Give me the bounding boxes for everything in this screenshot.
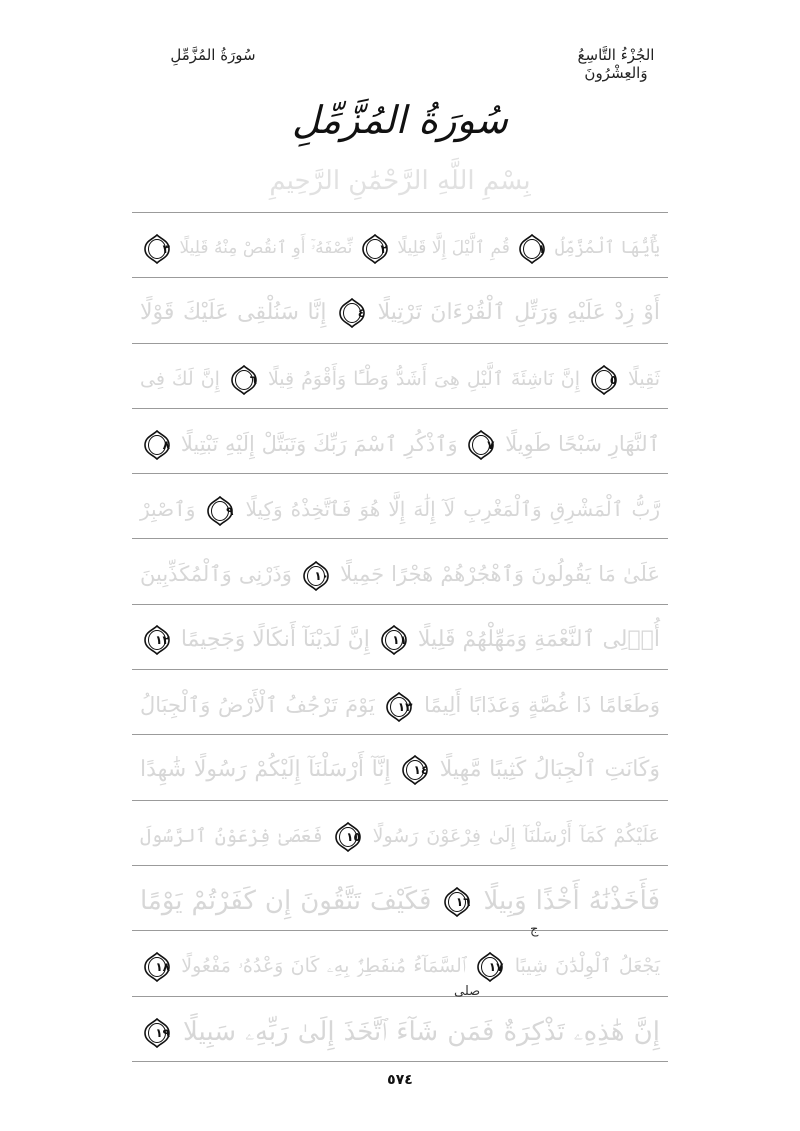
ayah-marker <box>339 298 365 328</box>
verse-text: إِنَّا سَنُلْقِى عَلَيْكَ قَوْلًا <box>140 300 327 326</box>
verse-text: ثَقِيلًا <box>628 367 660 390</box>
ayah-marker <box>386 692 412 722</box>
tracing-line <box>132 343 668 408</box>
ayah-number: ١٣ <box>397 699 413 714</box>
ayah-number: ١٠ <box>314 568 329 583</box>
verse-text: إِنَّ لَكَ فِى <box>140 367 220 390</box>
ayah-number: ٧ <box>487 438 495 453</box>
verse-text: يَوْمَ تَرْجُفُ ٱلْأَرْضُ وَٱلْجِبَالُ <box>140 693 375 718</box>
verse-line-text <box>140 623 660 657</box>
verse-text: فَكَيْفَ تَتَّقُونَ إِن كَفَرْتُمْ يَوْمًا <box>140 885 432 916</box>
tracing-line <box>132 538 668 603</box>
tracing-line <box>132 473 668 538</box>
tracing-line <box>132 930 668 995</box>
verse-text: إِنَّ نَاشِئَةَ ٱلَّيْلِ هِىَ أَشَدُّ وَطْـًٔا وَأَقْوَمُ قِيلًا <box>267 367 581 390</box>
ayah-number: ٨ <box>162 438 170 453</box>
tracing-line <box>132 734 668 799</box>
verse-text: عَلَيْكُمْ كَمَآ أَرْسَلْنَآ إِلَىٰ فِرْعَوْنَ رَسُولًا <box>372 824 660 847</box>
ayah-number: ٩ <box>226 503 234 518</box>
ayah-marker <box>303 561 329 591</box>
tracing-line <box>132 212 668 277</box>
page-number: ٥٧٤ <box>387 1072 413 1088</box>
pause-mark-jeem: ج <box>530 922 539 937</box>
verse-text: فَعَصَىٰ فِرْعَوْنُ ٱلرَّسُولَ <box>140 824 323 847</box>
tracing-line <box>132 800 668 865</box>
ayah-number: ١٢ <box>155 632 170 647</box>
ayah-number: ١٨ <box>155 960 170 975</box>
surah-title: سُورَةُ المُزَّمِّلِ <box>291 98 508 142</box>
verse-line-text <box>140 296 660 330</box>
ayah-number: ٢ <box>380 241 388 256</box>
tracing-line <box>132 669 668 734</box>
ayah-marker <box>381 625 407 655</box>
verse-line-text <box>140 427 660 461</box>
ayah-number: ٥ <box>609 372 618 387</box>
verse-text: فَأَخَذْنَٰهُ أَخْذًا وَبِيلًا <box>483 885 660 916</box>
verse-text: وَطَعَامًا ذَا غُصَّةٍ وَعَذَابًا أَلِيمًا <box>424 693 660 718</box>
verse-text: أُو۟لِى ٱلنَّعْمَةِ وَمَهِّلْهُمْ قَلِيلًا <box>417 626 660 652</box>
verse-text: وَٱصْبِرْ <box>140 497 196 522</box>
verse-line-text <box>140 819 660 853</box>
ayah-number: ١٤ <box>413 763 429 778</box>
ayah-number: ١ <box>538 241 546 256</box>
pause-mark-sili: صلى <box>454 984 481 999</box>
verse-line-text <box>140 231 660 265</box>
tracing-line <box>132 408 668 473</box>
verse-text: ٱلسَّمَآءُ مُنفَطِرٌۢ بِهِۦ كَانَ وَعْدُهُۥ مَفْعُولًا <box>181 955 467 978</box>
ayah-marker <box>231 365 257 395</box>
verse-line-text <box>140 884 660 918</box>
verse-text: إِنَّ لَدَيْنَآ أَنكَالًا وَجَحِيمًا <box>180 626 370 652</box>
ayah-number: ٣ <box>162 241 170 256</box>
surah-header: سُورَةُ المُزَّمِّلِ <box>170 46 256 64</box>
ayah-marker <box>335 822 361 852</box>
ayah-number: ١٥ <box>346 829 361 844</box>
ayah-marker <box>144 952 170 982</box>
ayah-number: ١٧ <box>488 960 504 975</box>
tracing-line <box>132 604 668 669</box>
verse-text: وَٱذْكُرِ ٱسْمَ رَبِّكَ وَتَبَتَّلْ إِلَيْهِ تَبْتِيلًا <box>180 431 458 456</box>
ayah-number: ٦ <box>249 372 257 387</box>
verse-line-text <box>140 557 660 591</box>
ayah-marker <box>144 1018 170 1048</box>
ayah-marker <box>591 365 617 395</box>
verse-line-text <box>140 362 660 396</box>
basmala: بِسْمِ اللَّهِ الرَّحْمَٰنِ الرَّحِيمِ <box>269 166 531 196</box>
ayah-marker <box>402 755 428 785</box>
verse-line-text <box>140 492 660 526</box>
ayah-marker <box>144 625 170 655</box>
ayah-number: ١٦ <box>455 894 471 909</box>
ayah-marker <box>207 496 233 526</box>
ayah-marker <box>144 430 170 460</box>
tracing-line <box>132 996 668 1062</box>
ayah-number: ١١ <box>392 632 407 647</box>
ayah-number: ١٩ <box>155 1025 170 1040</box>
ayah-marker <box>362 234 388 264</box>
verse-text: إِنَّآ أَرْسَلْنَآ إِلَيْكُمْ رَسُولًا شَٰهِدًا <box>140 757 391 783</box>
verse-text: إِنَّ هَٰذِهِۦ تَذْكِرَةٌ فَمَن شَآءَ ٱتَّخَذَ إِلَىٰ رَبِّهِۦ سَبِيلًا <box>183 1016 661 1047</box>
tracing-line <box>132 865 668 930</box>
tracing-line <box>132 277 668 342</box>
ayah-number: ٤ <box>357 306 366 321</box>
verse-text: نِّصْفَهُۥٓ أَوِ ٱنقُصْ مِنْهُ قَلِيلًا <box>179 238 353 258</box>
verse-line-text <box>140 949 660 983</box>
verse-text: عَلَىٰ مَا يَقُولُونَ وَٱهْجُرْهُمْ هَجْرًا جَمِيلًا <box>340 562 660 587</box>
verse-text: ٱلنَّهَارِ سَبْحًا طَوِيلًا <box>505 431 660 456</box>
verse-text: يَجْعَلُ ٱلْوِلْدَٰنَ شِيبًا <box>514 955 660 978</box>
verse-text: قُمِ ٱلَّيْلَ إِلَّا قَلِيلًا <box>397 238 510 258</box>
ayah-marker <box>444 887 470 917</box>
ayah-marker <box>477 952 503 982</box>
verse-text: وَذَرْنِى وَٱلْمُكَذِّبِينَ <box>140 562 292 587</box>
verse-text: وَكَانَتِ ٱلْجِبَالُ كَثِيبًا مَّهِيلًا <box>439 757 661 783</box>
verse-text: يَٰٓأَيُّهَا ٱلْمُزَّمِّلُ <box>554 238 660 258</box>
verse-text: أَوْ زِدْ عَلَيْهِ وَرَتِّلِ ٱلْقُرْءَانَ تَرْتِيلًا <box>377 300 661 326</box>
verse-line-text <box>140 753 660 787</box>
verse-line-text <box>140 1015 660 1049</box>
verse-text: رَّبُّ ٱلْمَشْرِقِ وَٱلْمَغْرِبِ لَآ إِلَٰهَ إِلَّا هُوَ فَٱتَّخِذْهُ وَكِيلًا <box>245 497 660 522</box>
ayah-marker <box>468 430 494 460</box>
verse-line-text <box>140 688 660 722</box>
juz-header: الجُزْءُ التَّاسِعُ وَالعِشْرُونَ <box>577 46 655 82</box>
tracing-lines <box>132 212 668 1062</box>
ayah-marker <box>519 234 545 264</box>
ayah-marker <box>144 234 170 264</box>
